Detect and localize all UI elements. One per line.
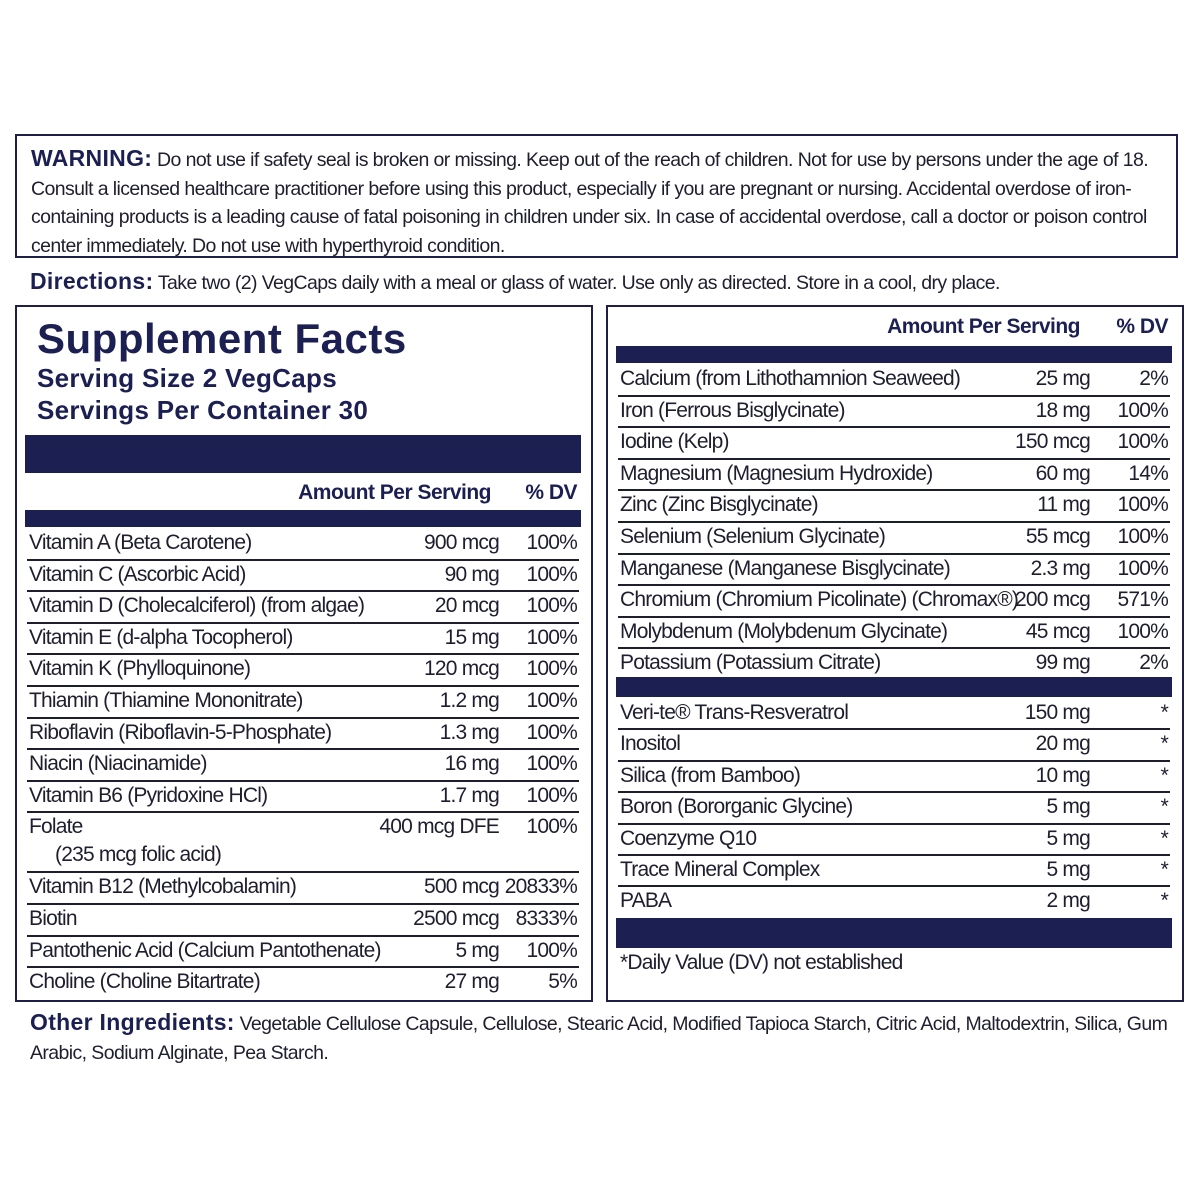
warning-box [15, 134, 1178, 258]
nutrient-amount: 5 mg [1046, 795, 1090, 819]
nutrient-dv: * [1160, 763, 1168, 787]
nutrient-name: Potassium (Potassium Citrate) [620, 651, 881, 675]
nutrient-row [618, 618, 1170, 650]
nutrient-row [27, 719, 579, 751]
nutrient-row [618, 555, 1170, 587]
nutrient-dv: 2% [1139, 367, 1168, 390]
other-ingredients-label: Other Ingredients: [30, 1009, 235, 1035]
amount-header-right: Amount Per Serving [887, 315, 1080, 338]
nutrient-name: Vitamin C (Ascorbic Acid) [29, 562, 246, 586]
warning-text: Do not use if safety seal is broken or missing. Keep out of the reach of children. Not for use by persons under the age of 18. Consult a licensed healthcare practitioner before using this product, especially if you are pregnant or nursing. Accidental overdose of iron-containing products is a leading cause of fatal poisoning in children under six. In case of accidental overdose, call a doctor or poison control center immediately. Do not use with hyperthyroid condition. [31, 149, 1149, 257]
dv-header-right: % DV [1116, 315, 1168, 338]
nutrient-name: Manganese (Manganese Bisglycinate) [620, 556, 951, 580]
nutrient-name: Calcium (from Lithothamnion Seaweed) [620, 367, 961, 390]
nutrient-row [618, 428, 1170, 460]
nutrient-amount: 2 mg [1046, 889, 1090, 913]
nutrient-amount: 1.7 mg [439, 783, 499, 807]
nutrient-dv: 100% [526, 689, 577, 712]
nutrient-row [618, 825, 1170, 856]
nutrient-row [27, 813, 579, 873]
nutrient-name: Vitamin B12 (Methylcobalamin) [29, 875, 297, 899]
nutrient-row [618, 699, 1170, 730]
bottom-divider-right [616, 918, 1172, 948]
nutrient-dv: 100% [526, 783, 577, 807]
nutrient-dv: * [1160, 795, 1168, 819]
nutrient-name: Pantothenic Acid (Calcium Pantothenate) [29, 938, 381, 962]
nutrient-row [27, 592, 579, 624]
nutrient-name: Trace Mineral Complex [620, 858, 820, 881]
supplement-facts-left-panel [15, 305, 593, 1002]
nutrient-dv: * [1160, 826, 1168, 850]
nutrient-name: Iodine (Kelp) [620, 430, 729, 454]
nutrient-row [618, 491, 1170, 523]
nutrient-dv: 100% [526, 531, 577, 554]
nutrient-amount: 55 mcg [1025, 525, 1090, 548]
nutrient-dv: 571% [1117, 588, 1168, 612]
nutrient-name: Silica (from Bamboo) [620, 763, 801, 787]
nutrient-name: PABA [620, 889, 672, 913]
nutrient-dv: * [1160, 858, 1168, 881]
nutrient-dv: 100% [1117, 493, 1168, 517]
nutrient-name: Niacin (Niacinamide) [29, 752, 207, 776]
nutrient-name: Inositol [620, 732, 681, 756]
nutrient-name: Vitamin A (Beta Carotene) [29, 531, 252, 554]
nutrient-row [27, 968, 579, 1000]
nutrient-name: Choline (Choline Bitartrate) [29, 970, 260, 994]
nutrient-name: Selenium (Selenium Glycinate) [620, 525, 886, 548]
nutrient-row [618, 523, 1170, 555]
nutrient-dv: 100% [526, 938, 577, 962]
nutrient-name: Coenzyme Q10 [620, 826, 757, 850]
nutrient-amount: 10 mg [1035, 763, 1090, 787]
thick-divider [25, 435, 581, 473]
nutrient-name: Vitamin D (Cholecalciferol) (from algae) [29, 594, 365, 618]
nutrient-dv: 100% [526, 815, 577, 839]
nutrient-row [618, 730, 1170, 761]
mid-divider-right [616, 677, 1172, 697]
nutrient-amount: 5 mg [1046, 826, 1090, 850]
nutrient-amount: 150 mcg [1015, 430, 1090, 454]
nutrient-name: Chromium (Chromium Picolinate) (Chromax®) [620, 588, 1019, 612]
header-divider-right [616, 346, 1172, 363]
nutrient-row [27, 937, 579, 969]
nutrient-dv: 100% [526, 625, 577, 649]
facts-title: Supplement Facts [37, 315, 407, 362]
nutrient-row [27, 905, 579, 937]
nutrient-row [618, 397, 1170, 429]
nutrient-dv: 8333% [515, 907, 577, 931]
nutrient-amount: 16 mg [444, 752, 499, 776]
directions-text: Take two (2) VegCaps daily with a meal or glass of water. Use only as directed. Store in a cool, dry place. [153, 272, 1000, 294]
nutrient-name: Zinc (Zinc Bisglycinate) [620, 493, 818, 517]
nutrient-amount: 400 mcg DFE [379, 815, 499, 839]
nutrient-row [27, 873, 579, 905]
dv-header: % DV [525, 481, 577, 504]
nutrient-dv: 100% [1117, 619, 1168, 643]
nutrient-amount: 1.2 mg [439, 689, 499, 712]
nutrient-amount: 99 mg [1035, 651, 1090, 675]
nutrient-name: Thiamin (Thiamine Mononitrate) [29, 689, 303, 712]
nutrient-amount: 5 mg [1046, 858, 1090, 881]
nutrient-dv: 20833% [504, 875, 577, 899]
nutrient-row [27, 687, 579, 719]
directions [30, 266, 1180, 298]
nutrient-dv: 100% [526, 752, 577, 776]
nutrient-row [618, 586, 1170, 618]
nutrient-row [618, 793, 1170, 824]
nutrient-amount: 20 mg [1035, 732, 1090, 756]
nutrient-dv: * [1160, 701, 1168, 724]
nutrient-dv: 100% [1117, 430, 1168, 454]
nutrient-row [618, 856, 1170, 887]
servings-per-container: Servings Per Container 30 [37, 395, 369, 425]
nutrient-amount: 2500 mcg [413, 907, 499, 931]
nutrient-row [27, 655, 579, 687]
nutrient-amount: 150 mg [1024, 701, 1090, 724]
nutrient-dv: 5% [548, 970, 577, 994]
supplement-facts-right-panel [606, 305, 1184, 1002]
nutrient-amount: 27 mg [444, 970, 499, 994]
amount-header: Amount Per Serving [298, 481, 491, 504]
nutrient-amount: 90 mg [444, 562, 499, 586]
nutrient-dv: 14% [1128, 461, 1168, 485]
nutrient-name: Iron (Ferrous Bisglycinate) [620, 398, 845, 422]
nutrient-name: Magnesium (Magnesium Hydroxide) [620, 461, 933, 485]
nutrient-amount: 120 mcg [424, 657, 499, 681]
nutrient-dv: 100% [526, 594, 577, 618]
serving-size: Serving Size 2 VegCaps [37, 363, 337, 393]
warning-label: WARNING: [31, 145, 153, 171]
nutrient-amount: 11 mg [1037, 493, 1090, 517]
nutrient-row [618, 460, 1170, 492]
nutrient-dv: * [1160, 732, 1168, 756]
other-ingredients [30, 1008, 1180, 1068]
nutrient-row [618, 365, 1170, 397]
nutrient-amount: 2.3 mg [1030, 556, 1090, 580]
nutrient-dv: 100% [526, 720, 577, 744]
nutrient-amount: 18 mg [1035, 398, 1090, 422]
nutrient-row [27, 782, 579, 814]
nutrient-amount: 1.3 mg [439, 720, 499, 744]
nutrient-name: Riboflavin (Riboflavin-5-Phosphate) [29, 720, 332, 744]
nutrient-name: Vitamin K (Phylloquinone) [29, 657, 251, 681]
nutrient-name: Molybdenum (Molybdenum Glycinate) [620, 619, 948, 643]
nutrient-amount: 25 mg [1035, 367, 1090, 390]
nutrient-dv: * [1160, 889, 1168, 913]
nutrient-amount: 60 mg [1035, 461, 1090, 485]
nutrient-amount: 200 mcg [1015, 588, 1090, 612]
nutrient-row [27, 561, 579, 593]
nutrient-subline: (235 mcg folic acid) [55, 842, 222, 866]
nutrient-amount: 20 mcg [434, 594, 499, 618]
footnote: *Daily Value (DV) not established [620, 951, 903, 974]
nutrient-amount: 15 mg [444, 625, 499, 649]
nutrient-dv: 100% [1117, 398, 1168, 422]
other-ingredients-text: Vegetable Cellulose Capsule, Cellulose, Stearic Acid, Modified Tapioca Starch, Citric Acid, Maltodextrin, Silica, Gum Arabic, Sodium Alginate, Pea Starch. [30, 1013, 1168, 1064]
nutrient-name: Folate [29, 815, 83, 839]
nutrient-row [27, 750, 579, 782]
nutrient-name: Vitamin E (d-alpha Tocopherol) [29, 625, 293, 649]
nutrient-row [27, 624, 579, 656]
nutrient-dv: 100% [1117, 556, 1168, 580]
nutrient-dv: 100% [526, 657, 577, 681]
nutrient-row [27, 529, 579, 561]
nutrient-dv: 2% [1139, 651, 1168, 675]
nutrient-dv: 100% [1117, 525, 1168, 548]
nutrient-amount: 900 mcg [424, 531, 499, 554]
directions-label: Directions: [30, 268, 154, 294]
header-divider [25, 510, 581, 527]
nutrient-row [618, 762, 1170, 793]
nutrient-amount: 500 mcg [424, 875, 499, 899]
nutrient-amount: 5 mg [455, 938, 499, 962]
nutrient-name: Biotin [29, 907, 77, 931]
nutrient-row [618, 887, 1170, 918]
nutrient-dv: 100% [526, 562, 577, 586]
nutrient-name: Veri-te® Trans-Resveratrol [620, 701, 849, 724]
nutrient-name: Boron (Bororganic Glycine) [620, 795, 853, 819]
nutrient-amount: 45 mcg [1025, 619, 1090, 643]
nutrient-name: Vitamin B6 (Pyridoxine HCl) [29, 783, 268, 807]
